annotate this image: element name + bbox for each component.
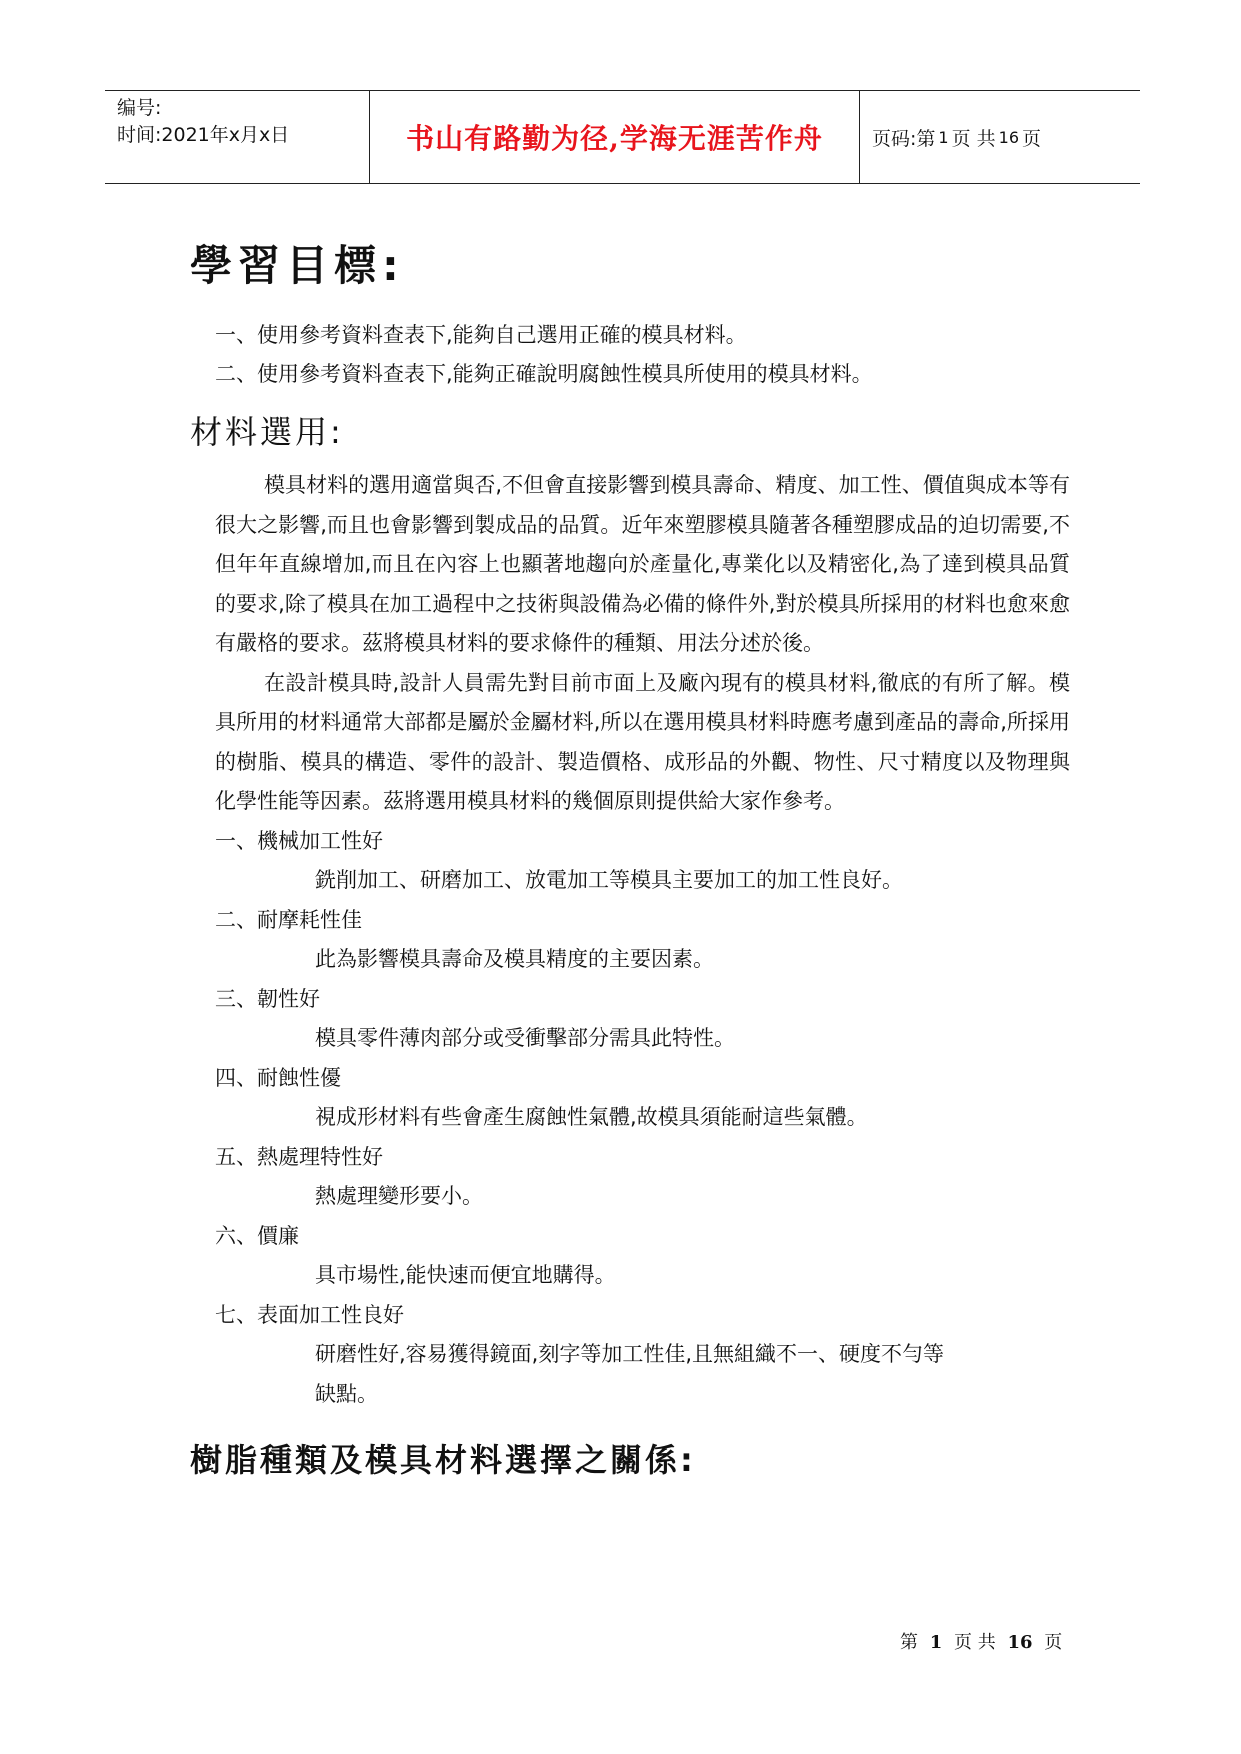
page-current: 1	[938, 127, 949, 147]
principle-title: 七、表面加工性良好	[215, 1302, 404, 1327]
footer-middle: 页 共	[954, 1632, 996, 1653]
principle-desc: 視成形材料有些會產生腐蝕性氣體,故模具須能耐這些氣體。	[315, 1105, 868, 1129]
page-title: 學習目標:	[190, 241, 405, 290]
principle-title: 六、價廉	[215, 1223, 299, 1248]
page-total: 16	[998, 127, 1019, 147]
page-middle: 页 共	[951, 127, 996, 150]
page-suffix: 页	[1022, 127, 1042, 150]
motto: 书山有路勤为径,学海无涯苦作舟	[406, 122, 823, 155]
footer-suffix: 页	[1044, 1632, 1063, 1653]
document-body	[190, 238, 1070, 1484]
header-page-cell	[860, 91, 1140, 183]
principle-desc: 研磨性好,容易獲得鏡面,刻字等加工性佳,且無組織不一、硬度不勻等缺點。	[315, 1342, 945, 1406]
principle-desc: 熱處理變形要小。	[315, 1184, 483, 1208]
objectives-list	[190, 316, 1070, 394]
paragraph: 模具材料的選用適當與否,不但會直接影響到模具壽命、精度、加工性、價值與成本等有很大之影響,而且也會影響到製成品的品質。近年來塑膠模具隨著各種塑膠成品的迫切需要,不但年年直線增加,而且在內容上也顯著地趨向於產量化,專業化以及精密化,為了達到模具品質的要求,除了模具在加工過程中之技術與設備為必備的條件外,對於模具所採用的材料也愈來愈有嚴格的要求。茲將模具材料的要求條件的種類、用法分述於後。	[215, 473, 1070, 655]
objective-item: 二、使用參考資料查表下,能夠正確說明腐蝕性模具所使用的模具材料。	[215, 362, 873, 386]
principle-desc: 此為影響模具壽命及模具精度的主要因素。	[315, 947, 714, 971]
footer-prefix: 第	[900, 1632, 918, 1653]
serial-label: 编号:	[117, 97, 162, 119]
page-footer	[900, 1628, 1062, 1654]
principle-title: 二、耐摩耗性佳	[215, 907, 362, 932]
header-info-cell	[105, 91, 370, 183]
section-heading-resin: 樹脂種類及模具材料選擇之關係:	[190, 1441, 696, 1479]
principle-title: 五、熱處理特性好	[215, 1144, 383, 1169]
principle-desc: 模具零件薄肉部分或受衝擊部分需具此特性。	[315, 1026, 735, 1050]
paragraph: 在設計模具時,設計人員需先對目前市面上及廠內現有的模具材料,徹底的有所了解。模具所用的材料通常大部都是屬於金屬材料,所以在選用模具材料時應考慮到產品的壽命,所採用的樹脂、模具的構造、零件的設計、製造價格、成形品的外觀、物性、尺寸精度以及物理與化學性能等因素。茲將選用模具材料的幾個原則提供給大家作參考。	[215, 670, 1070, 813]
header-motto-cell	[370, 91, 860, 183]
principles-list	[190, 822, 1070, 1415]
page-prefix: 页码:第	[872, 127, 936, 150]
material-paragraphs	[190, 466, 1070, 822]
time-label: 时间:2021年x月x日	[117, 124, 290, 146]
footer-total: 16	[1007, 1632, 1033, 1653]
principle-title: 三、韌性好	[215, 986, 320, 1011]
footer-current: 1	[929, 1632, 943, 1653]
principle-title: 一、機械加工性好	[215, 828, 383, 853]
principle-desc: 銑削加工、研磨加工、放電加工等模具主要加工的加工性良好。	[315, 868, 903, 892]
principle-desc: 具市場性,能快速而便宜地購得。	[315, 1263, 616, 1287]
section-heading-material: 材料選用:	[190, 413, 344, 451]
principle-title: 四、耐蝕性優	[215, 1065, 341, 1090]
page-header	[105, 90, 1140, 184]
objective-item: 一、使用參考資料查表下,能夠自己選用正確的模具材料。	[215, 323, 747, 347]
